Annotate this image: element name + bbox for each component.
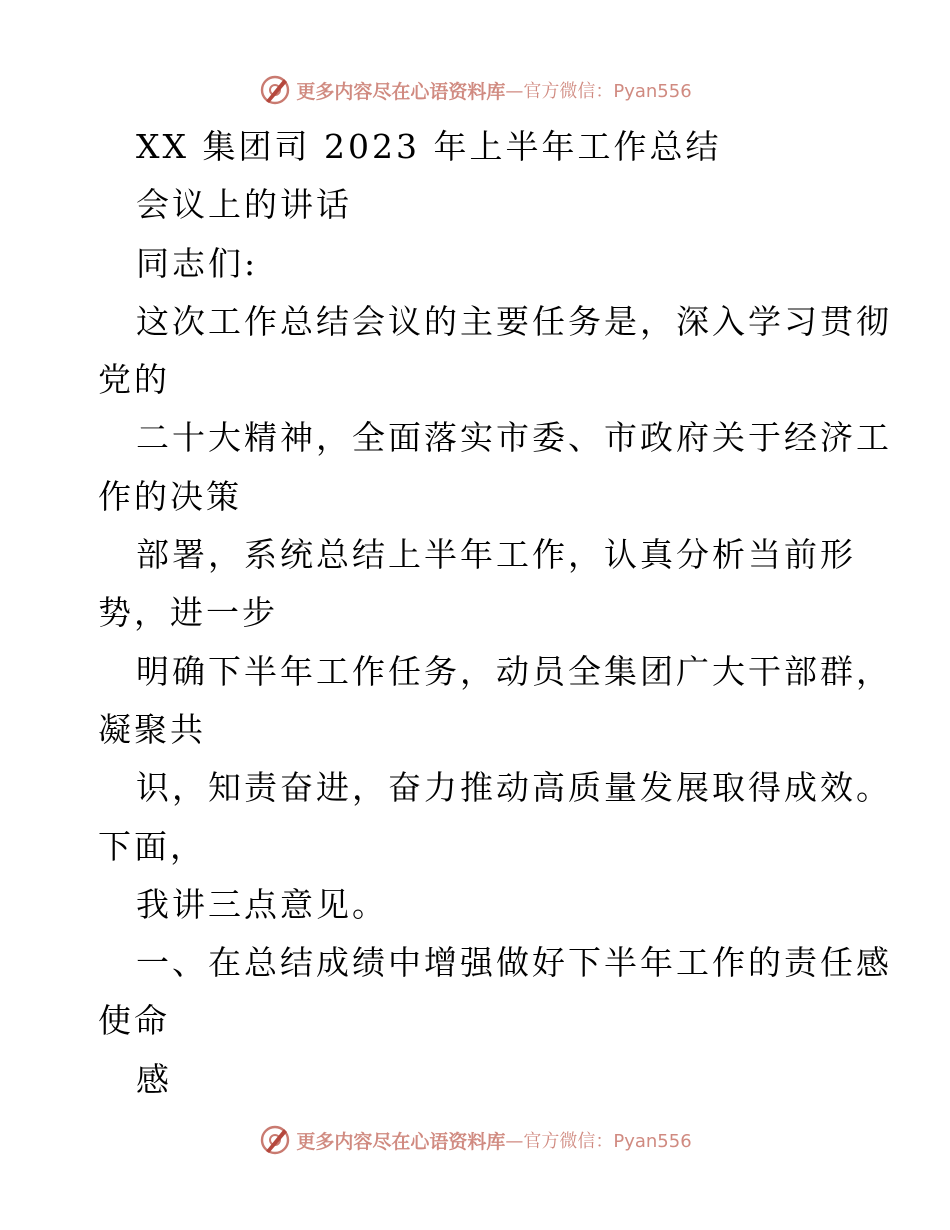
body-line: 凝聚共 [98,709,206,749]
body-line: 势，进一步 [98,593,278,633]
body-line: 作的决策 [98,476,242,516]
header-banner-contact: —官方微信：Pyan556 [505,81,692,102]
header-banner-brand: 更多内容尽在心语资料库 [296,80,506,103]
document-body [98,118,892,1109]
document-title-line-1: XX 集团司 2023 年上半年工作总结 [136,127,722,166]
quill-seal-logo-icon [258,73,292,107]
section-heading-continuation: 感 [136,1059,172,1099]
body-line: 识，知责奋进，奋力推动高质量发展取得成效。 [136,768,892,808]
section-heading-continuation: 使命 [98,1001,170,1041]
header-watermark-banner [0,70,950,110]
document-title-line-2: 会议上的讲话 [136,185,352,225]
body-line: 我讲三点意见。 [136,884,388,924]
footer-banner-brand: 更多内容尽在心语资料库 [296,1130,506,1153]
quill-seal-logo-icon [258,1123,292,1157]
body-line: 明确下半年工作任务，动员全集团广大干部群， [136,651,892,691]
footer-banner-contact: —官方微信：Pyan556 [505,1131,692,1152]
body-line: 二十大精神，全面落实市委、市政府关于经济工 [136,418,892,458]
body-line: 这次工作总结会议的主要任务是，深入学习贯彻 [136,301,892,341]
body-line: 党的 [98,360,170,400]
footer-watermark-banner [0,1120,950,1160]
section-heading: 一、在总结成绩中增强做好下半年工作的责任感 [136,943,892,983]
body-line: 部署，系统总结上半年工作，认真分析当前形 [136,535,856,575]
salutation: 同志们: [136,243,259,283]
body-line: 下面， [98,826,206,866]
